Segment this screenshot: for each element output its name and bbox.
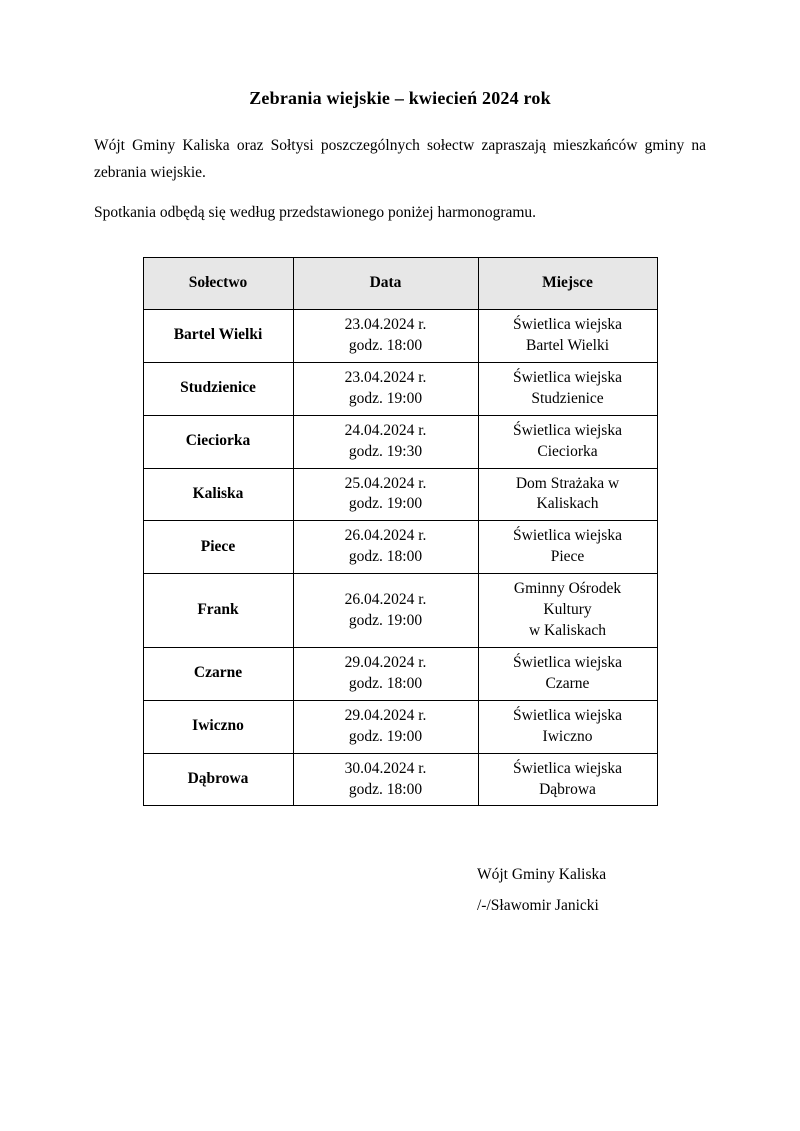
cell-solectwo: Kaliska bbox=[143, 468, 293, 521]
time-line: godz. 19:00 bbox=[348, 389, 423, 407]
column-header-miejsce: Miejsce bbox=[478, 257, 657, 309]
place-line: Dom Strażaka w bbox=[515, 474, 620, 492]
cell-date bbox=[293, 753, 478, 806]
cell-date bbox=[293, 362, 478, 415]
place-line: Piece bbox=[550, 548, 585, 566]
column-header-solectwo: Sołectwo bbox=[143, 257, 293, 309]
cell-date bbox=[293, 415, 478, 468]
time-line: godz. 19:00 bbox=[348, 495, 423, 513]
cell-solectwo: Frank bbox=[143, 574, 293, 648]
table-row bbox=[143, 468, 657, 521]
table-row bbox=[143, 647, 657, 700]
intro-paragraph: Wójt Gminy Kaliska oraz Sołtysi poszczególnych sołectw zapraszają mieszkańców gminy na zebrania wiejskie. bbox=[94, 137, 706, 181]
cell-date bbox=[293, 468, 478, 521]
time-line: godz. 18:00 bbox=[348, 548, 423, 566]
time-line: godz. 18:00 bbox=[348, 674, 423, 692]
place-line: Świetlica wiejska bbox=[513, 759, 622, 777]
place-line: Świetlica wiejska bbox=[513, 706, 622, 724]
table-row bbox=[143, 521, 657, 574]
place-line: Kaliskach bbox=[536, 495, 599, 513]
cell-date bbox=[293, 521, 478, 574]
cell-solectwo: Studzienice bbox=[143, 362, 293, 415]
cell-date bbox=[293, 647, 478, 700]
place-line: Gminny Ośrodek bbox=[513, 580, 622, 598]
date-line: 24.04.2024 r. bbox=[344, 421, 427, 439]
place-line: Studzienice bbox=[531, 389, 604, 407]
place-line: Świetlica wiejska bbox=[513, 368, 622, 386]
table-row bbox=[143, 415, 657, 468]
table-row bbox=[143, 700, 657, 753]
time-line: godz. 19:30 bbox=[348, 442, 423, 460]
cell-place bbox=[478, 521, 657, 574]
date-line: 25.04.2024 r. bbox=[344, 474, 427, 492]
place-line: Świetlica wiejska bbox=[513, 315, 622, 333]
cell-date bbox=[293, 700, 478, 753]
table-header-row bbox=[143, 257, 657, 309]
date-line: 23.04.2024 r. bbox=[344, 368, 427, 386]
document-title: Zebrania wiejskie – kwiecień 2024 rok bbox=[249, 88, 551, 108]
cell-solectwo: Cieciorka bbox=[143, 415, 293, 468]
cell-date bbox=[293, 574, 478, 648]
cell-solectwo: Iwiczno bbox=[143, 700, 293, 753]
time-line: godz. 19:00 bbox=[348, 727, 423, 745]
signature-block bbox=[477, 866, 706, 915]
cell-place bbox=[478, 700, 657, 753]
signature-title: Wójt Gminy Kaliska bbox=[477, 866, 607, 884]
cell-place bbox=[478, 309, 657, 362]
schedule-intro-paragraph: Spotkania odbędą się według przedstawionego poniżej harmonogramu. bbox=[94, 204, 537, 222]
schedule-table bbox=[143, 257, 658, 807]
place-line: Bartel Wielki bbox=[525, 336, 610, 354]
table-row bbox=[143, 362, 657, 415]
cell-place bbox=[478, 574, 657, 648]
table-row bbox=[143, 753, 657, 806]
date-line: 26.04.2024 r. bbox=[344, 527, 427, 545]
place-line: Świetlica wiejska bbox=[513, 421, 622, 439]
place-line: Czarne bbox=[545, 674, 590, 692]
place-line: Dąbrowa bbox=[539, 780, 596, 798]
cell-place bbox=[478, 362, 657, 415]
table-row bbox=[143, 574, 657, 648]
place-line: w Kaliskach bbox=[528, 622, 607, 640]
date-line: 26.04.2024 r. bbox=[344, 590, 427, 608]
place-line: Świetlica wiejska bbox=[513, 527, 622, 545]
date-line: 29.04.2024 r. bbox=[344, 653, 427, 671]
cell-place bbox=[478, 753, 657, 806]
cell-place bbox=[478, 647, 657, 700]
place-line: Cieciorka bbox=[537, 442, 598, 460]
table-row bbox=[143, 309, 657, 362]
place-line: Kultury bbox=[543, 601, 592, 619]
cell-solectwo: Dąbrowa bbox=[143, 753, 293, 806]
cell-solectwo: Piece bbox=[143, 521, 293, 574]
cell-date bbox=[293, 309, 478, 362]
cell-place bbox=[478, 468, 657, 521]
cell-place bbox=[478, 415, 657, 468]
cell-solectwo: Bartel Wielki bbox=[143, 309, 293, 362]
place-line: Iwiczno bbox=[542, 727, 593, 745]
cell-solectwo: Czarne bbox=[143, 647, 293, 700]
date-line: 23.04.2024 r. bbox=[344, 315, 427, 333]
time-line: godz. 18:00 bbox=[348, 780, 423, 798]
place-line: Świetlica wiejska bbox=[513, 653, 622, 671]
signature-name: /-/Sławomir Janicki bbox=[477, 897, 599, 915]
date-line: 30.04.2024 r. bbox=[344, 759, 427, 777]
time-line: godz. 18:00 bbox=[348, 336, 423, 354]
date-line: 29.04.2024 r. bbox=[344, 706, 427, 724]
column-header-data: Data bbox=[293, 257, 478, 309]
time-line: godz. 19:00 bbox=[348, 611, 423, 629]
